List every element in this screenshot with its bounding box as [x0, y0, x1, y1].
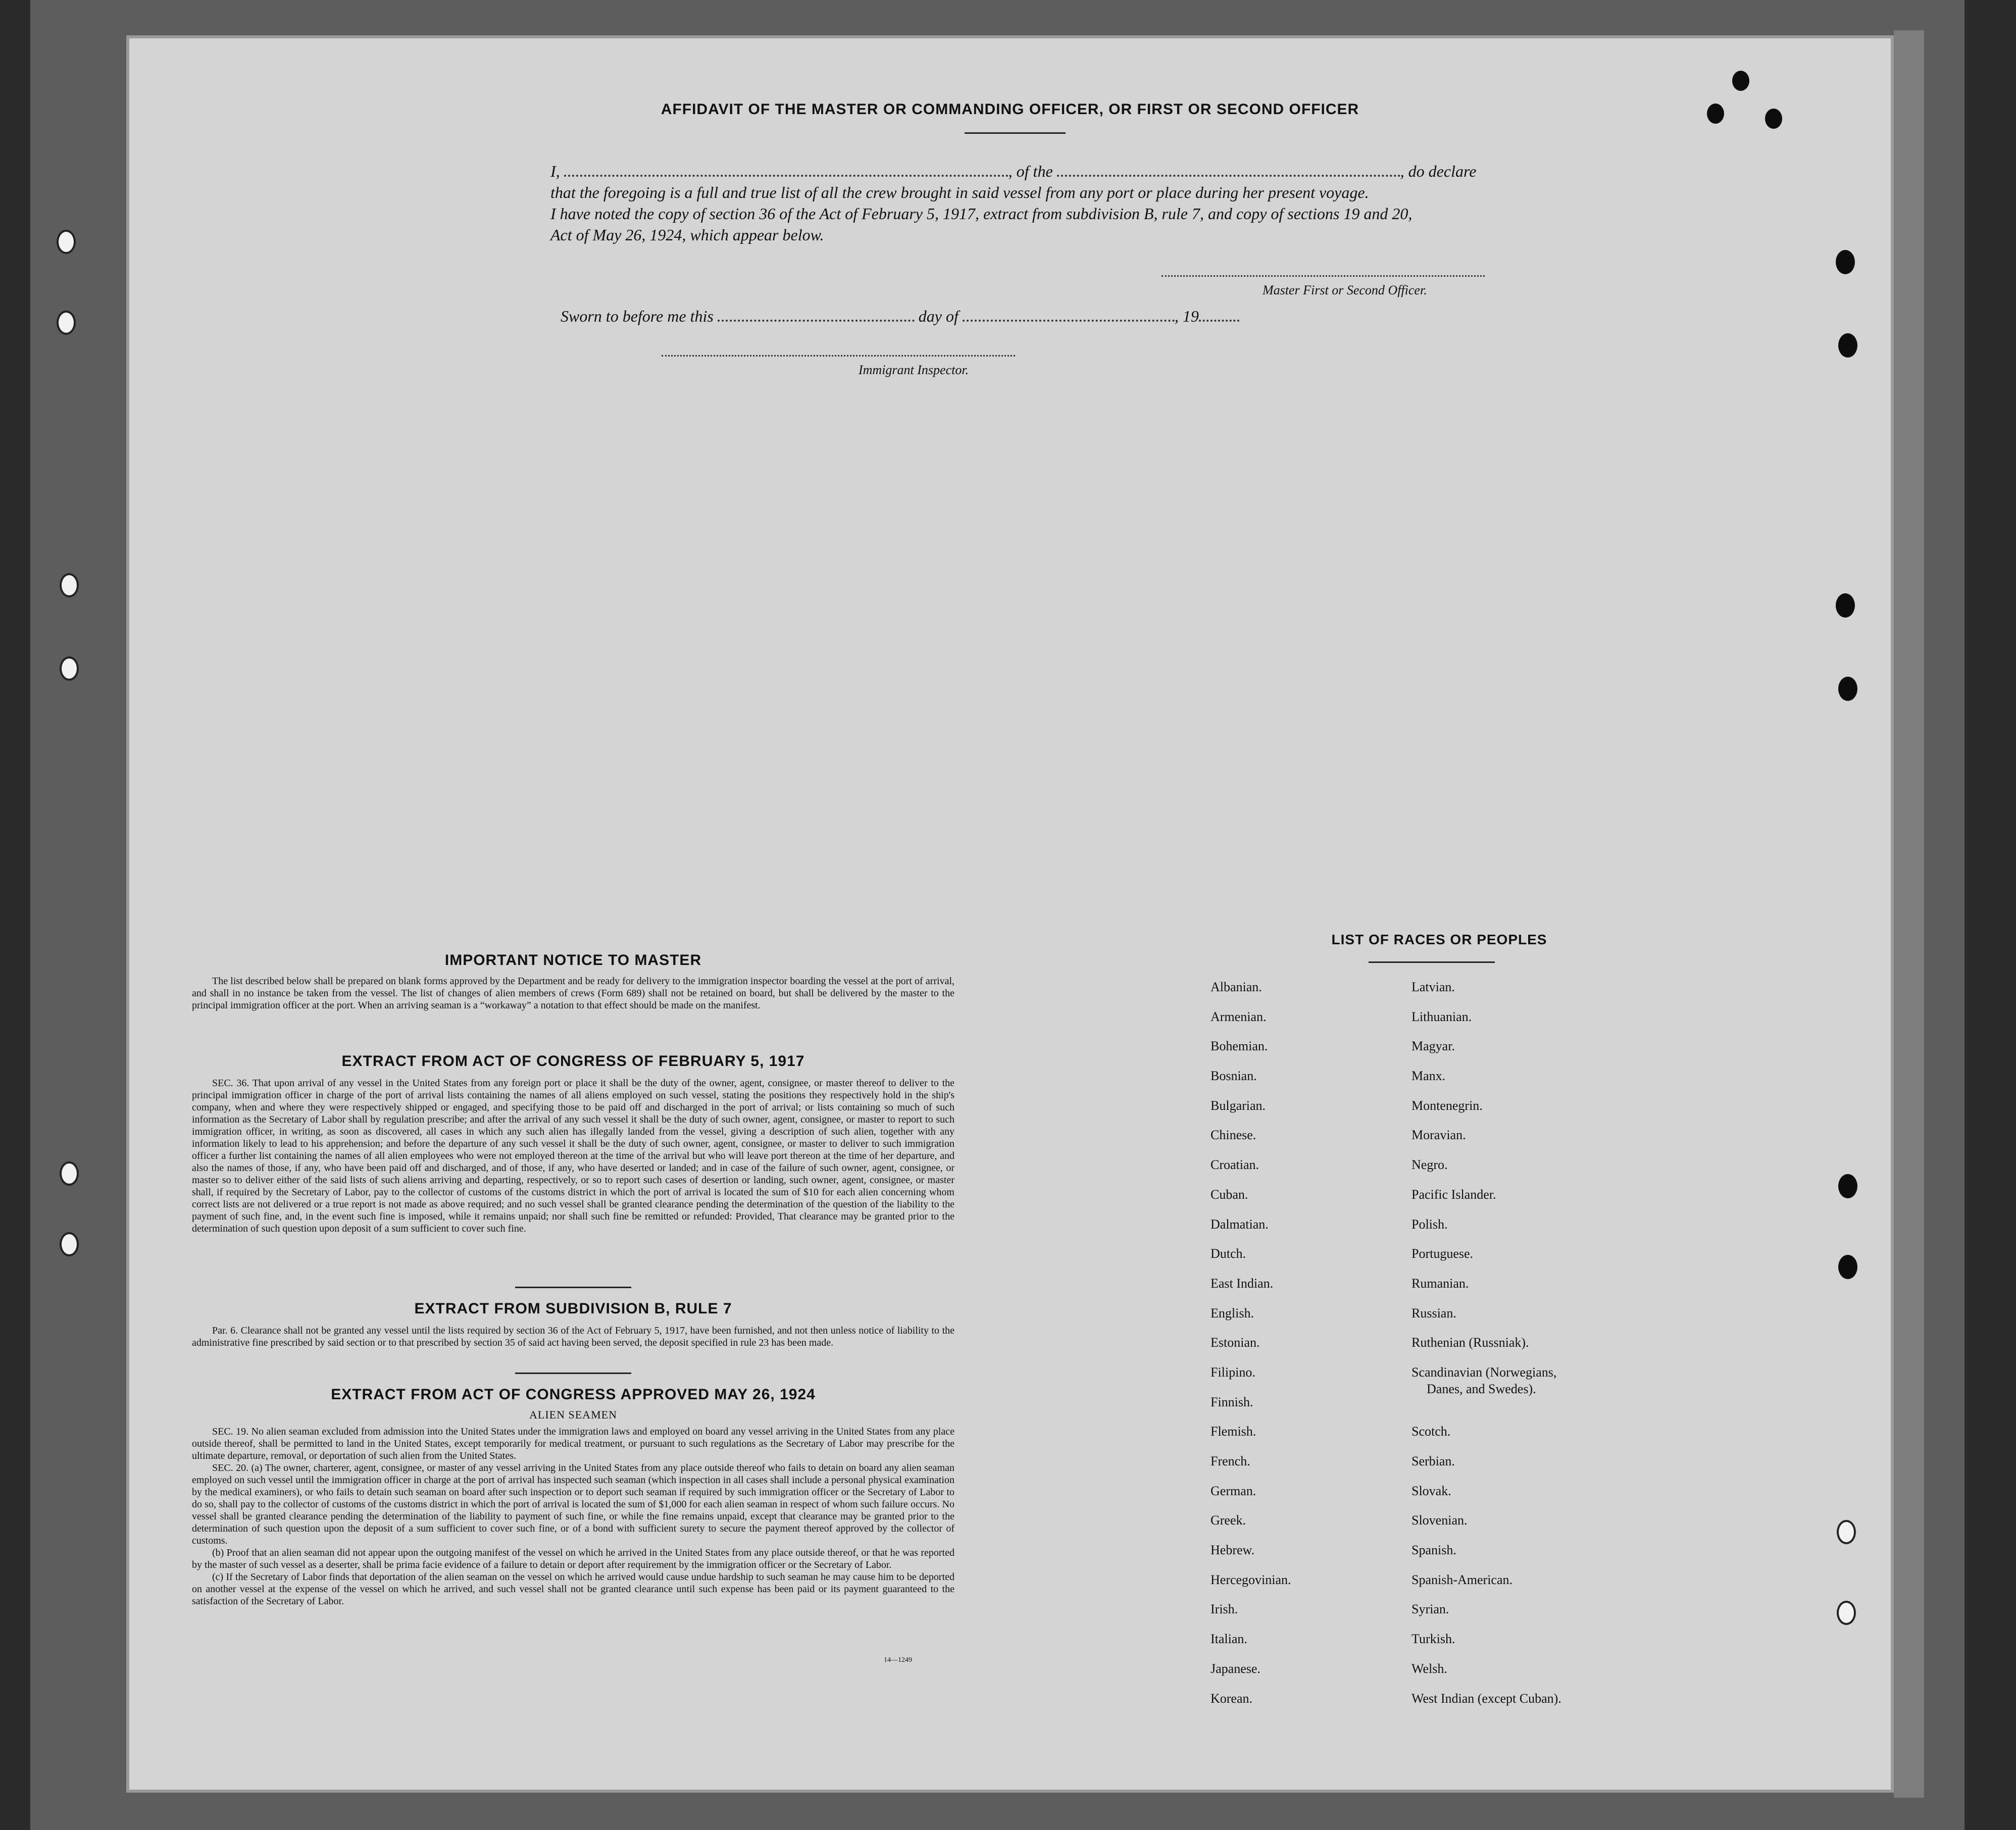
races-rule [1369, 961, 1495, 963]
race-item: Dalmatian. [1211, 1216, 1269, 1232]
affidavit-i: I, [550, 162, 560, 180]
race-item: Filipino. [1211, 1364, 1255, 1380]
race-item: Bosnian. [1211, 1069, 1257, 1084]
affidavit-body [550, 161, 1651, 245]
notice-body: The list described below shall be prepared on blank forms approved by the Department and be ready for delivery to the immigration inspector boarding the vessel at the port of arrival, and shall in no instance be taken from the vessel. The list of changes of alien members of crews (Form 689) shall not be retained on board, but shall be delivered by the master to the principal immigration officer at the port. When an arriving seaman is a “workaway” a notation to that effect should be made on the manifest. [192, 976, 954, 1011]
race-item: Finnish. [1211, 1394, 1253, 1409]
races-column-2 [1412, 980, 1674, 1720]
sworn-line [561, 307, 1239, 326]
rule-rule7 [515, 1372, 631, 1374]
race-item: East Indian. [1211, 1276, 1274, 1291]
race-item: Dutch. [1211, 1246, 1246, 1261]
race-item: West Indian (except Cuban). [1412, 1691, 1561, 1706]
affidavit-of-the: , of the [1008, 162, 1053, 180]
race-item: Flemish. [1211, 1424, 1256, 1439]
binder-hole [1837, 1601, 1856, 1625]
race-item: Serbian. [1412, 1454, 1455, 1468]
race-item: Turkish. [1412, 1632, 1455, 1647]
sworn-month-blank[interactable] [963, 309, 1175, 322]
extract-1924-title: EXTRACT FROM ACT OF CONGRESS APPROVED MAY 26, 1924 [331, 1386, 816, 1403]
affidavit-line2: that the foregoing is a full and true list of all the crew brought in said vessel from any port or place during her present voyage. [550, 183, 1369, 201]
extract-1917-title: EXTRACT FROM ACT OF CONGRESS OF FEBRUARY 5, 1917 [341, 1053, 805, 1070]
inspector-label: Immigrant Inspector. [859, 363, 969, 377]
binder-hole [1836, 250, 1855, 274]
extract-1917-body: SEC. 36. That upon arrival of any vessel in the United States from any foreign port or place it shall be the duty of the owner, agent, consignee, or master thereof to deliver to the principal immigration officer in charge of the port of arrival lists containing the names of all aliens employed on such vessel, stating the positions they respectively hold in the ship's company, when and where they were respectively shipped or engaged, and specifying those to be paid off and discharged in the port of arrival; or lists containing so much of such information as the Secretary of Labor shall by regulation prescribe; and after the arrival of any such vessel it shall be the duty of such owner, agent, consignee, or master to report to such immigration officer, in writing, as soon as discovered, all cases in which any such alien has illegally landed from the vessel, giving a description of such alien, together with any information likely to lead to his apprehension; and before the departure of any such vessel it shall be the duty of such owner, agent, consignee, or master to deliver to such immigration officer a further list containing the names of all alien employees who were not employed thereon at the time of the arrival but who will leave port thereon at the time of her departure, and also the names of those, if any, who have been paid off and discharged, and of those, if any, who have deserted or landed; and in case of the failure of such owner, agent, consignee, or master so to deliver either of the said lists of such aliens arriving and departing, respectively, or so to report such cases of desertion or landing, such owner, agent, consignee, or master shall, if required by the Secretary of Labor, pay to the collector of customs of the customs district in which the port of arrival is located the sum of $10 for each alien concerning whom correct lists are not delivered or a true report is not made as above required; and no such vessel shall be granted clearance pending the determination of the question of the liability to the payment of such fine, and, in the event such fine is imposed, while it remains unpaid; nor shall such fine be remitted or refunded: Provided, That clearance may be granted prior to the determination of such question upon deposit of a sum sufficient to cover such fine. [192, 1078, 954, 1234]
extract-1924-sec19: SEC. 19. No alien seaman excluded from admission into the United States under the immigration laws and employed on board any vessel arriving in the United States from any place outside thereof, shall be permitted to land in the United States, except temporarily for medical treatment, or pursuant to such regulations as the Secretary of Labor may prescribe for the ultimate departure, removal, or deportation of such alien from the United States. [192, 1426, 954, 1461]
race-item: Welsh. [1412, 1661, 1447, 1676]
race-item: Magyar. [1412, 1039, 1455, 1054]
binder-hole [1836, 593, 1855, 618]
race-item: Lithuanian. [1412, 1009, 1472, 1024]
affidavit-declare: , do declare [1400, 162, 1477, 180]
rule-1917 [515, 1287, 631, 1288]
race-item: Pacific Islander. [1412, 1187, 1496, 1202]
race-item: Ruthenian (Russniak). [1412, 1335, 1529, 1350]
extract-rule7-section [192, 1300, 954, 1349]
sworn-day-of: day of [918, 307, 959, 325]
extract-1924-sec20b: (b) Proof that an alien seaman did not appear upon the outgoing manifest of the vessel on which he arrived in the United States from any place outside thereof, or that he was reported by the master of such vessel as a deserter, shall be prima facie evidence of a failure to detain or deport after requirement by the immigration officer or the Secretary of Labor. [192, 1547, 954, 1570]
extract-1924-subtitle: ALIEN SEAMEN [529, 1408, 617, 1421]
race-item: Negro. [1412, 1157, 1448, 1173]
binder-hole [1838, 1255, 1857, 1279]
race-item: Rumanian. [1412, 1276, 1469, 1291]
extract-1924-sec20a: SEC. 20. (a) The owner, charterer, agent, consignee, or master of any vessel arriving in the United States from any place outside thereof who fails to detain on board any alien seaman employed on such vessel until the immigration officer in charge at the port of arrival has inspected such seaman (which inspection in all cases shall include a personal physical examination by the medical examiners), or who fails to detain such seaman on board after such inspection or to deport such seaman if required by such immigration officer or the Secretary of Labor to do so, shall pay to the collector of customs of the customs district in which the port of arrival is located the sum of $1,000 for each alien seaman in respect of whom such failure occurs. No vessel shall be granted clearance pending the determination of the liability to payment of such fine, or while the fine remains unpaid, except that clearance may be granted prior to the determination of such question upon the deposit of a sum sufficient to cover such fine, or of a bond with sufficient surety to secure the payment thereof approved by the collector of customs. [192, 1462, 954, 1546]
notice-title: IMPORTANT NOTICE TO MASTER [444, 952, 702, 969]
race-item: Cuban. [1211, 1187, 1248, 1202]
race-item: Manx. [1412, 1069, 1446, 1084]
inspector-line[interactable] [662, 355, 1015, 357]
sworn-day-blank[interactable] [718, 309, 915, 322]
binder-hole [1838, 677, 1857, 701]
races-title: LIST OF RACES OR PEOPLES [1331, 932, 1547, 947]
race-item: Portuguese. [1412, 1246, 1474, 1261]
race-item: Greek. [1211, 1513, 1246, 1528]
notice-section [192, 952, 954, 1011]
race-item: Latvian. [1412, 980, 1455, 994]
signature-line[interactable] [1162, 275, 1485, 277]
race-item: Estonian. [1211, 1335, 1260, 1350]
binder-hole [57, 311, 76, 335]
binder-hole [1837, 1520, 1856, 1544]
race-item: Slovak. [1412, 1483, 1451, 1498]
race-item: German. [1211, 1483, 1256, 1498]
vessel-blank[interactable] [1057, 164, 1400, 177]
race-item: Japanese. [1211, 1661, 1261, 1676]
extract-1917-section [192, 1053, 954, 1235]
signature-label: Master First or Second Officer. [1263, 283, 1427, 297]
race-item: Albanian. [1211, 980, 1262, 994]
race-item: Syrian. [1412, 1602, 1449, 1617]
race-item: French. [1211, 1454, 1250, 1468]
sworn-prefix: Sworn to before me this [561, 307, 714, 325]
binder-hole [1765, 109, 1782, 129]
race-item: Polish. [1412, 1216, 1448, 1232]
form-page [126, 35, 1894, 1793]
race-item: Armenian. [1211, 1009, 1267, 1024]
race-item: Italian. [1211, 1632, 1247, 1647]
race-item: Irish. [1211, 1602, 1238, 1617]
race-item: Chinese. [1211, 1128, 1256, 1143]
title-rule [965, 132, 1066, 134]
race-item: Slovenian. [1412, 1513, 1468, 1528]
form-number: 14—1249 [884, 1656, 912, 1664]
extract-rule7-title: EXTRACT FROM SUBDIVISION B, RULE 7 [414, 1300, 732, 1317]
name-blank[interactable] [564, 164, 1009, 177]
race-item: English. [1211, 1305, 1254, 1320]
race-item: Spanish-American. [1412, 1572, 1513, 1587]
races-column-1 [1211, 980, 1382, 1720]
binder-hole [1838, 333, 1857, 358]
affidavit-line3: I have noted the copy of section 36 of the Act of February 5, 1917, extract from subdivision B, rule 7, and copy of sections 19 and 20, [550, 205, 1413, 223]
race-item: Hebrew. [1211, 1543, 1255, 1558]
binder-hole [60, 656, 79, 681]
race-item: Danes, and Swedes). [1427, 1381, 1536, 1396]
sworn-year: , 19 [1174, 307, 1199, 325]
race-item: Spanish. [1412, 1543, 1456, 1558]
extract-1924-section [192, 1386, 954, 1607]
binder-hole [60, 1232, 79, 1256]
affidavit-line4: Act of May 26, 1924, which appear below. [550, 226, 824, 244]
race-item: Korean. [1211, 1691, 1253, 1706]
binder-hole [60, 573, 79, 597]
race-item: Russian. [1412, 1305, 1456, 1320]
race-item: Scotch. [1412, 1424, 1451, 1439]
race-item: Bohemian. [1211, 1039, 1268, 1054]
binder-hole [57, 230, 76, 254]
extract-1924-sec20c: (c) If the Secretary of Labor finds that deportation of the alien seaman on the vessel on which he arrived would cause undue hardship to such seaman he may cause him to be deported on another vessel at the expense of the vessel on which he arrived, and such vessel shall not be granted clearance until such expense has been paid or its payment guaranteed to the satisfaction of the Secretary of Labor. [192, 1571, 954, 1607]
extract-rule7-body: Par. 6. Clearance shall not be granted any vessel until the lists required by section 36 of the Act of February 5, 1917, have been furnished, and not then unless notice of liability to the administrative fine prescribed by said section or to that prescribed by section 35 of said act having been served, the deposit specified in rule 23 has been made. [192, 1325, 954, 1348]
affidavit-title: AFFIDAVIT OF THE MASTER OR COMMANDING OFFICER, OR FIRST OR SECOND OFFICER [661, 101, 1359, 118]
race-item: Montenegrin. [1412, 1098, 1483, 1113]
race-item: Hercegovinian. [1211, 1572, 1291, 1587]
binder-hole [1732, 71, 1749, 91]
race-item: Croatian. [1211, 1157, 1259, 1173]
binder-hole [60, 1161, 79, 1186]
race-item: Moravian. [1412, 1128, 1466, 1143]
sworn-year-blank[interactable] [1199, 309, 1239, 322]
race-item: Bulgarian. [1211, 1098, 1266, 1113]
binder-hole [1707, 104, 1724, 124]
race-item: Scandinavian (Norwegians, [1412, 1364, 1557, 1380]
page-edge [1894, 30, 1924, 1798]
binder-hole [1838, 1174, 1857, 1198]
